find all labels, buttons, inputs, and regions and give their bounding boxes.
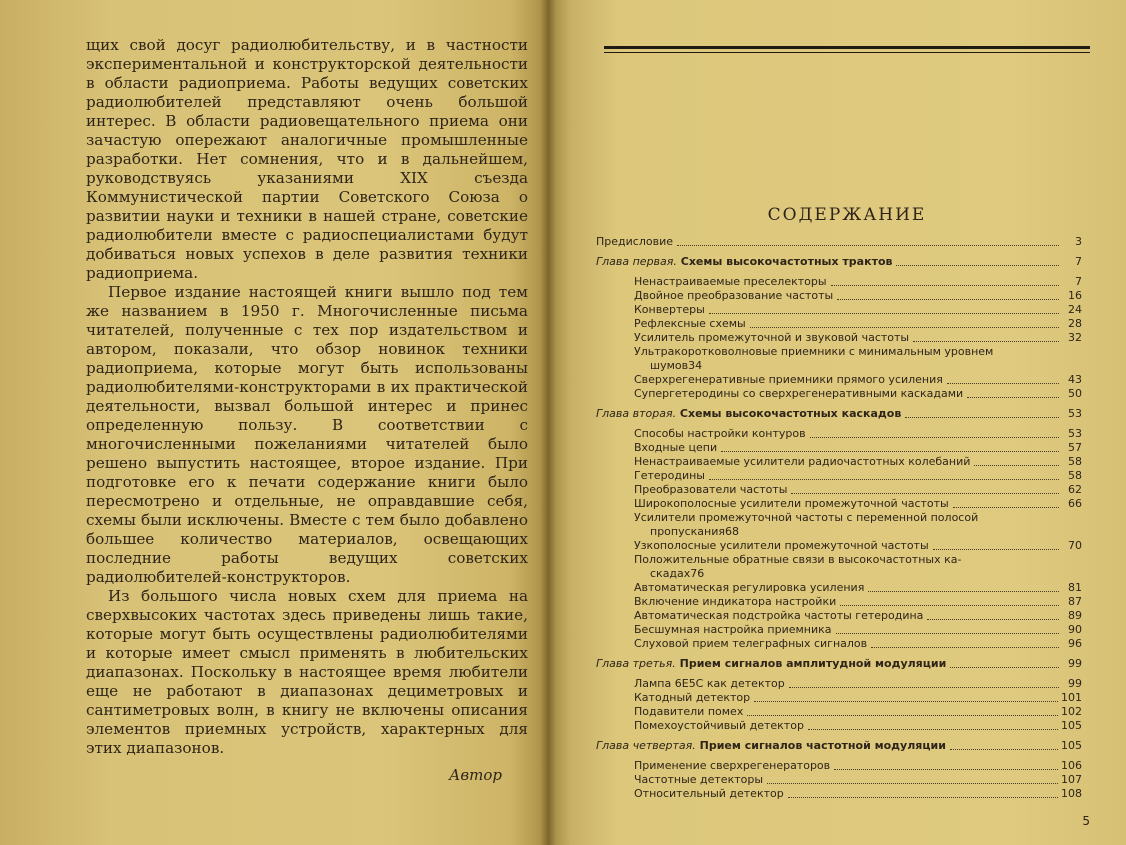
leader-dots xyxy=(677,245,1059,246)
toc-entry xyxy=(596,345,1082,373)
paragraph: щих свой досуг радиолюбительству, и в частности экспериментальной и конструкторской деятельности в области радиоприема. Работы ведущих советских радиолюбителей представляют очень большой интерес. В области радиовещательного приема они зачастую опережают аналогичные промышленные разработки. Нет сомнения, что и в дальнейшем, руководствуясь указаниями XIX съезда Коммунистической партии Советского Союза о развитии науки и техники в нашей стране, советские радиолюбители вместе с радиоспециалистами будут добиваться новых успехов в деле развития техники радиоприема. xyxy=(86,36,528,282)
leader-dots xyxy=(950,667,1059,668)
toc-entry-label: Конвертеры xyxy=(634,303,705,316)
toc-entry-label: Относительный детектор xyxy=(634,787,784,800)
toc-entry xyxy=(596,773,1082,787)
leader-dots xyxy=(750,327,1059,328)
leader-dots xyxy=(837,299,1059,300)
toc-entry xyxy=(596,497,1082,511)
table-of-contents xyxy=(596,235,1082,801)
leader-dots xyxy=(721,451,1059,452)
book-spine-shadow xyxy=(540,0,556,845)
toc-entry-label: Положительные обратные связи в высокочастотных ка- xyxy=(634,553,962,566)
leader-dots xyxy=(933,549,1059,550)
toc-chapter-label xyxy=(596,739,946,753)
left-page xyxy=(0,0,548,845)
toc-entry xyxy=(596,787,1082,801)
toc-entry-label: Включение индикатора настройки xyxy=(634,595,837,608)
toc-entry-label: Ненастраиваемые преселекторы xyxy=(634,275,827,288)
header-rule xyxy=(604,46,1090,49)
toc-entry-page: 108 xyxy=(1061,787,1082,800)
paragraph: Из большого числа новых схем для приема на сверхвысоких частотах здесь приведены лишь такие, которые могут быть осуществлены радиолюбителями и которые имеет смысл применять в любительских диапазонах. Поскольку в настоящее время любители еще не работают в диапазонах дециметровых и сантиметровых волн, в книгу не включены описания элементов приемных устройств, характерных для этих диапазонов. xyxy=(86,587,528,757)
chapter-title: Прием сигналов амплитудной модуляции xyxy=(679,657,947,670)
toc-entry xyxy=(596,511,1082,539)
toc-entry xyxy=(596,759,1082,773)
toc-entry-label: Применение сверхрегенераторов xyxy=(634,759,831,772)
toc-entry xyxy=(596,289,1082,303)
toc-entry-label: Сверхрегенеративные приемники прямого усиления xyxy=(634,373,943,386)
toc-entry xyxy=(596,303,1082,317)
toc-chapter xyxy=(596,407,1082,421)
page-number: 5 xyxy=(1082,814,1090,828)
toc-entry-page: 58 xyxy=(1068,469,1082,482)
toc-chapter-label xyxy=(596,657,946,671)
toc-entry-page: 105 xyxy=(1061,719,1082,732)
toc-entry-label: Широкополосные усилители промежуточной частоты xyxy=(634,497,949,510)
toc-entry-page: 81 xyxy=(1068,581,1082,594)
chapter-prefix: Глава первая. xyxy=(596,255,677,268)
chapter-title: Прием сигналов частотной модуляции xyxy=(699,739,946,752)
leader-dots xyxy=(947,383,1059,384)
leader-dots xyxy=(747,715,1058,716)
leader-dots xyxy=(836,633,1059,634)
toc-entry xyxy=(596,595,1082,609)
toc-entry-label: Автоматическая подстройка частоты гетеродина xyxy=(634,609,924,622)
toc-entry xyxy=(596,387,1082,401)
toc-entry-label-cont: пропускания xyxy=(650,525,725,538)
toc-entry xyxy=(596,705,1082,719)
leader-dots xyxy=(789,687,1059,688)
toc-entry-label: Частотные детекторы xyxy=(634,773,764,786)
leader-dots xyxy=(810,437,1059,438)
toc-entry xyxy=(596,677,1082,691)
toc-entry-page: 89 xyxy=(1068,609,1082,622)
toc-entry-label: Усилитель промежуточной и звуковой частоты xyxy=(634,331,910,344)
toc-entry-label: Слуховой прием телеграфных сигналов xyxy=(634,637,868,650)
toc-entry-page: 106 xyxy=(1061,759,1082,772)
toc-entry-label: Узкополосные усилители промежуточной частоты xyxy=(634,539,929,552)
toc-entry-label: Ненастраиваемые усилители радиочастотных колебаний xyxy=(634,455,971,468)
toc-entry-page: 102 xyxy=(1061,705,1082,718)
toc-entry-page: 16 xyxy=(1068,289,1082,302)
toc-entry-label: Двойное преобразование частоты xyxy=(634,289,834,302)
toc-entry xyxy=(596,441,1082,455)
toc-entry-label-cont: скадах xyxy=(650,567,691,580)
toc-entry-label: Ультракоротковолновые приемники с минимальным уровнем xyxy=(634,345,994,358)
chapter-title: Схемы высокочастотных трактов xyxy=(680,255,893,268)
toc-entry-label: Подавители помех xyxy=(634,705,744,718)
toc-entry-page: 53 xyxy=(1068,407,1082,420)
toc-entry-label: Бесшумная настройка приемника xyxy=(634,623,832,636)
toc-entry-label-cont: шумов xyxy=(650,359,689,372)
toc-entry-label: Способы настройки контуров xyxy=(634,427,806,440)
toc-entry-page: 105 xyxy=(1061,739,1082,752)
toc-chapter xyxy=(596,739,1082,753)
toc-entry-page: 99 xyxy=(1068,657,1082,670)
leader-dots xyxy=(896,265,1059,266)
toc-entry xyxy=(596,623,1082,637)
leader-dots xyxy=(709,479,1059,480)
toc-chapter-label xyxy=(596,255,892,269)
toc-entry xyxy=(596,609,1082,623)
leader-dots xyxy=(913,341,1059,342)
toc-entry-page: 7 xyxy=(1075,255,1082,268)
toc-entry-preface xyxy=(596,235,1082,249)
toc-entry-page: 28 xyxy=(1068,317,1082,330)
toc-entry xyxy=(596,483,1082,497)
leader-dots xyxy=(791,493,1059,494)
toc-entry xyxy=(596,719,1082,733)
leader-dots xyxy=(974,465,1059,466)
toc-entry-label: Предисловие xyxy=(596,235,673,248)
leader-dots xyxy=(808,729,1058,730)
toc-entry xyxy=(596,637,1082,651)
toc-entry xyxy=(596,539,1082,553)
toc-entry-label: Усилители промежуточной частоты с переменной полосой xyxy=(634,511,979,524)
toc-entry xyxy=(596,373,1082,387)
toc-entry xyxy=(596,317,1082,331)
toc-entry-label: Гетеродины xyxy=(634,469,705,482)
toc-entry-page: 57 xyxy=(1068,441,1082,454)
toc-entry-page: 70 xyxy=(1068,539,1082,552)
toc-entry-page: 66 xyxy=(1068,497,1082,510)
toc-entry-page: 34 xyxy=(688,359,703,372)
leader-dots xyxy=(871,647,1059,648)
toc-entry-label: Помехоустойчивый детектор xyxy=(634,719,804,732)
toc-entry-page: 96 xyxy=(1068,637,1082,650)
toc-entry-page: 99 xyxy=(1068,677,1082,690)
toc-entry-label: Рефлексные схемы xyxy=(634,317,746,330)
leader-dots xyxy=(953,507,1059,508)
leader-dots xyxy=(967,397,1059,398)
toc-entry-page: 43 xyxy=(1068,373,1082,386)
paragraph: Первое издание настоящей книги вышло под тем же названием в 1950 г. Многочисленные письма читателей, полученные с тех пор издательством и автором, показали, что обзор новинок техники радиоприема, которые могут быть использованы радиолюбителями-конструкторами в их практической деятельности, вызвал большой интерес и принес определенную пользу. В соответствии с многочисленными пожеланиями читателей было решено выпустить настоящее, второе издание. При подготовке его к печати содержание книги было пересмотрено и отдельные, не оправдавшие себя, схемы были исключены. Вместе с тем было добавлено большее количество материалов, освещающих последние работы ведущих советских радиолюбителей-конструкторов. xyxy=(86,283,528,586)
toc-entry-continuation xyxy=(634,567,1082,581)
leader-dots xyxy=(831,285,1059,286)
toc-entry-page: 76 xyxy=(690,567,705,580)
toc-entry-label: Преобразователи частоты xyxy=(634,483,788,496)
toc-entry xyxy=(596,691,1082,705)
leader-dots xyxy=(905,417,1059,418)
toc-entry-page: 87 xyxy=(1068,595,1082,608)
chapter-prefix: Глава вторая. xyxy=(596,407,677,420)
toc-entry-continuation xyxy=(634,525,1082,539)
chapter-prefix: Глава четвертая. xyxy=(596,739,696,752)
toc-entry-page: 101 xyxy=(1061,691,1082,704)
toc-entry-page: 90 xyxy=(1068,623,1082,636)
toc-entry-label: Автоматическая регулировка усиления xyxy=(634,581,865,594)
toc-entry-label: Катодный детектор xyxy=(634,691,751,704)
toc-entry-page: 50 xyxy=(1068,387,1082,400)
leader-dots xyxy=(834,769,1058,770)
header-rule-thin xyxy=(604,52,1090,53)
leader-dots xyxy=(709,313,1059,314)
leader-dots xyxy=(840,605,1059,606)
toc-entry xyxy=(596,275,1082,289)
toc-entry xyxy=(596,553,1082,581)
leader-dots xyxy=(868,591,1059,592)
leader-dots xyxy=(950,749,1058,750)
toc-chapter xyxy=(596,255,1082,269)
toc-entry xyxy=(596,331,1082,345)
leader-dots xyxy=(788,797,1058,798)
toc-entry-page: 24 xyxy=(1068,303,1082,316)
author-signature: Автор xyxy=(449,766,502,784)
toc-entry-page: 32 xyxy=(1068,331,1082,344)
right-page xyxy=(548,0,1126,845)
toc-entry-page: 62 xyxy=(1068,483,1082,496)
toc-entry-page: 3 xyxy=(1075,235,1082,248)
leader-dots xyxy=(767,783,1058,784)
toc-entry-page: 58 xyxy=(1068,455,1082,468)
toc-entry-page: 107 xyxy=(1061,773,1082,786)
toc-entry xyxy=(596,581,1082,595)
chapter-prefix: Глава третья. xyxy=(596,657,676,670)
toc-entry-label: Супергетеродины со сверхрегенеративными каскадами xyxy=(634,387,964,400)
toc-entry xyxy=(596,469,1082,483)
leader-dots xyxy=(754,701,1058,702)
chapter-title: Схемы высокочастотных каскадов xyxy=(679,407,902,420)
toc-chapter-label xyxy=(596,407,901,421)
toc-entry-page: 68 xyxy=(725,525,739,538)
leader-dots xyxy=(927,619,1059,620)
toc-entry-continuation xyxy=(634,359,1082,373)
toc-title: СОДЕРЖАНИЕ xyxy=(767,205,927,225)
toc-entry-label: Лампа 6Е5С как детектор xyxy=(634,677,785,690)
toc-entry-page: 53 xyxy=(1068,427,1082,440)
toc-chapter xyxy=(596,657,1082,671)
toc-entry xyxy=(596,455,1082,469)
toc-entry-label: Входные цепи xyxy=(634,441,718,454)
toc-entry-page: 7 xyxy=(1075,275,1082,288)
toc-entry xyxy=(596,427,1082,441)
